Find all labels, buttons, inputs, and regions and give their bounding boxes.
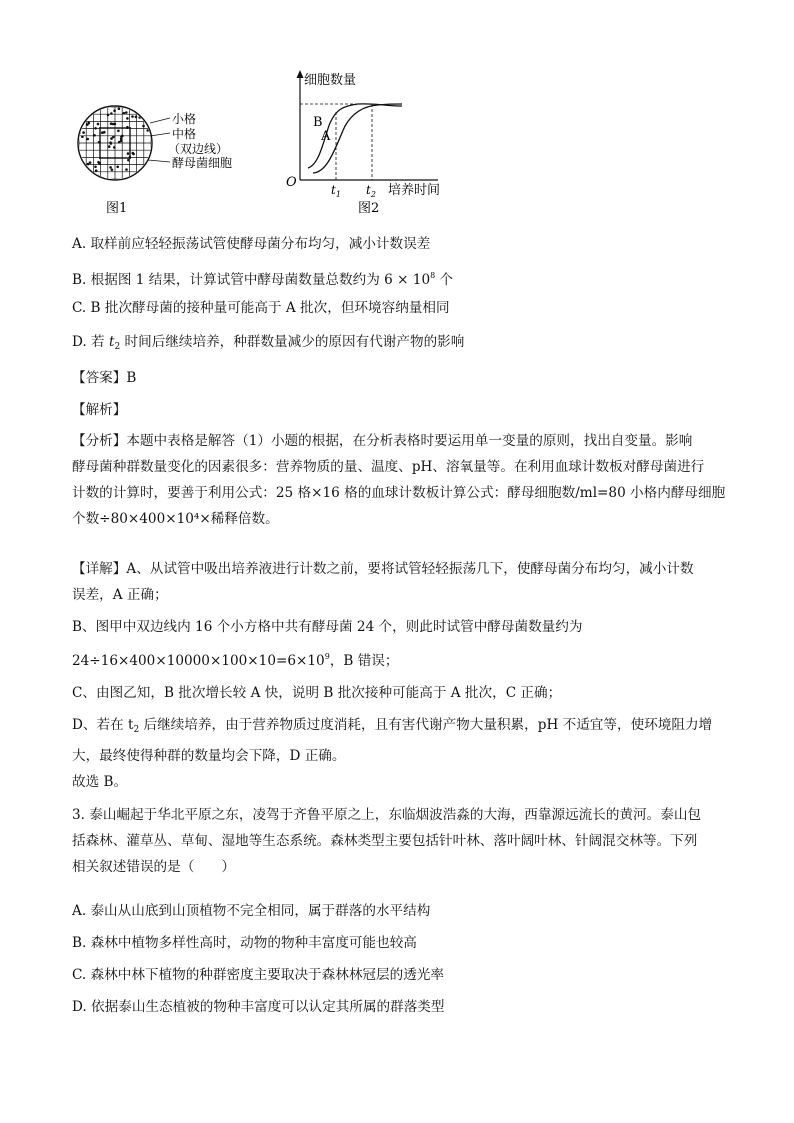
question-3	[72, 802, 724, 880]
yeast-cell-dot	[94, 127, 97, 130]
d-detail-text: 后继续培养，由于营养物质过度消耗，且有害代谢产物大量积累，pH 不适宜等，使环境阻力增	[139, 717, 713, 733]
yeast-cell-dot	[113, 109, 116, 112]
option-d-t: t	[108, 334, 115, 350]
yeast-cell-dot	[90, 106, 93, 109]
analysis-line: 计数的计算时，要善于利用公式：25 格×16 格的血球计数板计算公式：酵母细胞数/ml=80 小格内酵母细胞	[72, 485, 726, 501]
q3-option-b: B. 森林中植物多样性高时，动物的物种丰富度可能也较高	[72, 935, 417, 951]
yeast-cell-dot	[112, 136, 115, 139]
figure-2	[280, 68, 470, 220]
yeast-cell-dot	[118, 107, 121, 110]
y-axis-arrow-icon	[297, 70, 304, 78]
yeast-cell-dot	[83, 172, 86, 175]
yeast-cell-dot	[93, 134, 96, 137]
yeast-cell-dot	[129, 156, 132, 159]
curve-a-label: A	[321, 129, 331, 144]
calc-line	[72, 644, 724, 674]
option-a: A. 取样前应轻轻振荡试管使酵母菌分布均匀，减小计数误差	[72, 236, 431, 252]
yeast-cell-dot	[84, 177, 87, 180]
option-b-exponent: 8	[430, 271, 436, 280]
yeast-cell-dot	[90, 109, 93, 112]
conclusion: 故选 B。	[72, 774, 128, 790]
yeast-cell-dot	[120, 140, 123, 143]
yeast-cell-dot	[89, 161, 92, 164]
analysis-paragraph	[72, 428, 724, 532]
answer: 【答案】B	[72, 370, 137, 386]
yeast-cell-dot	[142, 125, 145, 128]
yeast-cell-dot	[84, 107, 87, 110]
yeast-cell-dot	[109, 166, 112, 169]
detail-line: C、由图乙知，B 批次增长较 A 快，说明 B 批次接种可能高于 A 批次，C 正确；	[72, 685, 562, 701]
analysis-line: 个数÷80×400×10⁴×稀释倍数。	[72, 511, 279, 527]
yeast-cell-dot	[121, 135, 124, 138]
yeast-cell-dot	[127, 152, 130, 155]
curve-b-label: B	[313, 115, 323, 130]
q3-option-d: D. 依据泰山生态植被的物种丰富度可以认定其所属的群落类型	[72, 999, 445, 1015]
option-d-sub: 2	[114, 342, 121, 352]
label-double-line: （双边线）	[168, 142, 229, 156]
yeast-cell-dot	[125, 168, 128, 171]
yeast-cell-dot	[123, 112, 126, 115]
yeast-cell-dot	[78, 160, 81, 163]
question-3-line: 括森林、灌草丛、草甸、湿地等生态系统。森林类型主要包括针叶林、落叶阔叶林、针阔混交林等。下列	[72, 833, 698, 849]
yeast-cell-dot	[98, 141, 101, 144]
label-small-square: 小格	[172, 112, 197, 126]
d-detail-line	[72, 712, 724, 743]
calc-result: ，B 错误；	[329, 653, 399, 669]
d-detail-sub: 2	[133, 725, 140, 735]
yeast-cell-dot	[95, 169, 98, 172]
yeast-cell-dot	[101, 131, 104, 134]
question-3-line: 3. 泰山崛起于华北平原之东，凌驾于齐鲁平原之上，东临烟波浩淼的大海，西靠源远流长的黄河。泰山包	[72, 807, 702, 823]
option-c: C. B 批次酵母菌的接种量可能高于 A 批次，但环境容纳量相同	[72, 300, 450, 316]
analysis-line: 【分析】本题中表格是解答（1）小题的根据，在分析表格时要运用单一变量的原则，找出自变量。影响	[72, 433, 693, 449]
option-b-text: B. 根据图 1 结果，计算试管中酵母菌数量总数约为 6 × 10	[72, 272, 431, 288]
q3-option-a: A. 泰山从山底到山顶植物不完全相同，属于群落的水平结构	[72, 903, 431, 919]
detail-paragraph	[72, 556, 724, 795]
x-axis-label: 培养时间	[388, 183, 441, 198]
analysis-title: 【解析】	[72, 402, 127, 418]
option-d-prefix: D. 若	[72, 334, 109, 350]
yeast-cell-dot	[80, 117, 83, 120]
yeast-cell-dot	[140, 175, 143, 178]
yeast-cell-dot	[111, 169, 114, 172]
detail-line: B、图甲中双边线内 16 个小方格中共有酵母菌 24 个，则此时试管中酵母菌数量约为	[72, 619, 583, 635]
yeast-cell-dot	[132, 152, 135, 155]
q3-option-c: C. 森林中林下植物的种群密度主要取决于森林林冠层的透光率	[72, 967, 444, 983]
analysis-line: 酵母菌种群数量变化的因素很多：营养物质的量、温度、pH、溶氧量等。在利用血球计数板对酵母菌进行	[72, 459, 705, 475]
yeast-cell-dot	[116, 166, 119, 169]
yeast-cell-dot	[87, 163, 90, 166]
yeast-cell-dot	[90, 177, 93, 180]
d-detail-prefix: D、若在 t	[72, 717, 134, 733]
detail-line: 误差，A 正确；	[72, 587, 168, 603]
yeast-cell-dot	[86, 138, 89, 141]
option-b	[72, 266, 453, 290]
yeast-cell-dot	[83, 169, 86, 172]
figure-2-caption: 图2	[358, 201, 380, 216]
growth-curve-chart	[280, 68, 470, 220]
yeast-cell-dot	[109, 141, 112, 144]
hemocytometer-diagram	[70, 100, 260, 220]
t1-label: $t_1$	[331, 183, 341, 199]
option-b-unit: 个	[435, 272, 454, 288]
figure-1-caption: 图1	[106, 201, 128, 216]
t2-label: $t_2$	[366, 183, 376, 199]
question-3-line: 相关叙述错误的是（ ）	[72, 859, 236, 875]
origin-label: O	[286, 175, 297, 190]
option-d	[72, 332, 464, 357]
yeast-cell-dot	[90, 108, 93, 111]
yeast-cell-dot	[117, 130, 120, 133]
calc-exponent: 9	[324, 652, 330, 661]
yeast-cell-dot	[88, 122, 91, 125]
yeast-cell-dot	[131, 115, 134, 118]
y-axis-label: 细胞数量	[304, 73, 357, 88]
yeast-cell-dot	[113, 146, 116, 149]
option-d-text: 时间后继续培养，种群数量减少的原因有代谢产物的影响	[120, 334, 465, 350]
yeast-cell-dot	[135, 116, 138, 119]
yeast-cell-dot	[108, 145, 111, 148]
yeast-cell-dot	[110, 112, 113, 115]
calc-text: 24÷16×400×10000×100×10=6×10	[72, 653, 325, 669]
figure-1	[70, 100, 260, 220]
yeast-cell-dot	[82, 131, 85, 134]
detail-line: 大，最终使得种群的数量均会下降，D 正确。	[72, 748, 346, 764]
yeast-cell-dot	[145, 176, 148, 179]
yeast-cell-dot	[127, 159, 130, 162]
yeast-cell-dot	[126, 117, 129, 120]
label-yeast-cell: 酵母菌细胞	[172, 156, 233, 170]
yeast-cell-dot	[97, 161, 100, 164]
yeast-cell-dot	[81, 135, 84, 138]
yeast-cell-dot	[126, 126, 129, 129]
detail-line: 【详解】A、从试管中吸出培养液进行计数之前，要将试管轻轻振荡几下，使酵母菌分布均匀，减小计数	[72, 561, 694, 577]
yeast-cell-dot	[112, 123, 115, 126]
yeast-cell-dot	[97, 123, 100, 126]
yeast-cell-dot	[94, 166, 97, 169]
yeast-cell-dot	[107, 114, 110, 117]
label-medium-square: 中格	[172, 127, 197, 141]
yeast-cell-dot	[144, 168, 147, 171]
yeast-cell-dot	[125, 111, 128, 114]
yeast-cell-dot	[147, 119, 150, 122]
